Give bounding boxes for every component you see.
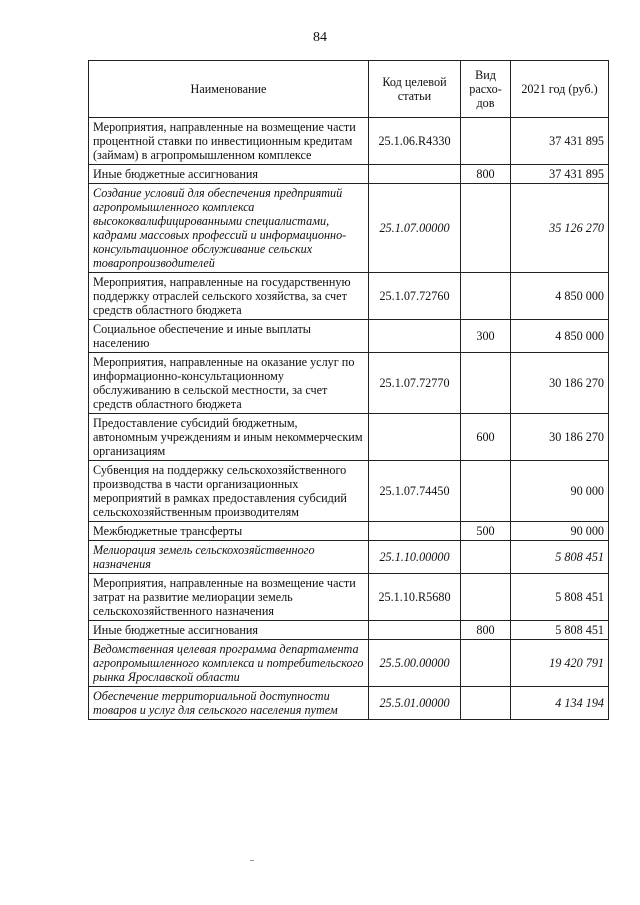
cell-code: 25.1.07.00000: [369, 184, 461, 273]
cell-code: [369, 320, 461, 353]
cell-code: [369, 165, 461, 184]
cell-type: [461, 118, 511, 165]
cell-type: [461, 541, 511, 574]
cell-code: 25.1.07.74450: [369, 461, 461, 522]
header-name: Наименование: [89, 61, 369, 118]
table-row: [89, 541, 609, 574]
cell-code: 25.1.10.R5680: [369, 574, 461, 621]
cell-name: Предоставление субсидий бюджетным, автономным учреждениям и иным некоммерческим организациям: [89, 414, 369, 461]
cell-amount: 4 134 194: [511, 687, 609, 720]
cell-name: Ведомственная целевая программа департамента агропромышленного комплекса и потребительского рынка Ярославской области: [89, 640, 369, 687]
cell-type: 800: [461, 621, 511, 640]
cell-code: 25.1.10.00000: [369, 541, 461, 574]
cell-type: [461, 273, 511, 320]
budget-table: [88, 60, 609, 720]
cell-amount: 4 850 000: [511, 273, 609, 320]
table-row: [89, 353, 609, 414]
table-header-row: [89, 61, 609, 118]
page-number: 84: [313, 30, 327, 45]
cell-amount: 37 431 895: [511, 165, 609, 184]
cell-code: 25.1.07.72760: [369, 273, 461, 320]
header-type: Вид расхо-дов: [461, 61, 511, 118]
cell-type: [461, 574, 511, 621]
header-amount: 2021 год (руб.): [511, 61, 609, 118]
cell-code: [369, 522, 461, 541]
cell-amount: 37 431 895: [511, 118, 609, 165]
table-row: [89, 640, 609, 687]
table-row: [89, 414, 609, 461]
table-row: [89, 184, 609, 273]
cell-code: [369, 621, 461, 640]
cell-name: Иные бюджетные ассигнования: [89, 621, 369, 640]
cell-name: Мероприятия, направленные на возмещение части процентной ставки по инвестиционным кредитам (займам) в агропромышленном комплексе: [89, 118, 369, 165]
table-row: [89, 118, 609, 165]
cell-type: [461, 687, 511, 720]
cell-code: [369, 414, 461, 461]
cell-code: 25.5.01.00000: [369, 687, 461, 720]
cell-amount: 90 000: [511, 461, 609, 522]
table-row: [89, 165, 609, 184]
cell-type: 800: [461, 165, 511, 184]
table-row: [89, 621, 609, 640]
cell-code: 25.1.06.R4330: [369, 118, 461, 165]
cell-amount: 35 126 270: [511, 184, 609, 273]
table-row: [89, 522, 609, 541]
cell-name: Мероприятия, направленные на государственную поддержку отраслей сельского хозяйства, за счет средств областного бюджета: [89, 273, 369, 320]
table-row: [89, 574, 609, 621]
cell-code: 25.1.07.72770: [369, 353, 461, 414]
cell-name: Иные бюджетные ассигнования: [89, 165, 369, 184]
cell-type: [461, 353, 511, 414]
cell-amount: 5 808 451: [511, 621, 609, 640]
cell-name: Мероприятия, направленные на оказание услуг по информационно-консультационному обслуживанию в сельской местности, за счет средств областного бюджета: [89, 353, 369, 414]
cell-name: Мелиорация земель сельскохозяйственного назначения: [89, 541, 369, 574]
cell-amount: 30 186 270: [511, 353, 609, 414]
cell-code: 25.5.00.00000: [369, 640, 461, 687]
cell-type: [461, 184, 511, 273]
cell-name: Социальное обеспечение и иные выплаты населению: [89, 320, 369, 353]
cell-type: [461, 461, 511, 522]
cell-type: [461, 640, 511, 687]
cell-amount: 5 808 451: [511, 574, 609, 621]
cell-type: 300: [461, 320, 511, 353]
table-body: [89, 118, 609, 720]
cell-name: Обеспечение территориальной доступности товаров и услуг для сельского населения путем: [89, 687, 369, 720]
cell-amount: 30 186 270: [511, 414, 609, 461]
table-row: [89, 687, 609, 720]
cell-amount: 5 808 451: [511, 541, 609, 574]
cell-name: Мероприятия, направленные на возмещение части затрат на развитие мелиорации земель сельскохозяйственного назначения: [89, 574, 369, 621]
cell-type: 600: [461, 414, 511, 461]
cell-name: Субвенция на поддержку сельскохозяйственного производства в части организационных мероприятий в рамках предоставления субсидий сельскохозяйственным производителям: [89, 461, 369, 522]
scan-mark: [250, 860, 254, 861]
cell-name: Создание условий для обеспечения предприятий агропромышленного комплекса высококвалифицированными специалистами, кадрами массовых профессий и информационно-консультационное обслуживание сельских товаропроизводителей: [89, 184, 369, 273]
header-code: Код целевой статьи: [369, 61, 461, 118]
cell-name: Межбюджетные трансферты: [89, 522, 369, 541]
cell-amount: 90 000: [511, 522, 609, 541]
table-row: [89, 320, 609, 353]
table-row: [89, 461, 609, 522]
cell-amount: 4 850 000: [511, 320, 609, 353]
table-row: [89, 273, 609, 320]
cell-amount: 19 420 791: [511, 640, 609, 687]
cell-type: 500: [461, 522, 511, 541]
